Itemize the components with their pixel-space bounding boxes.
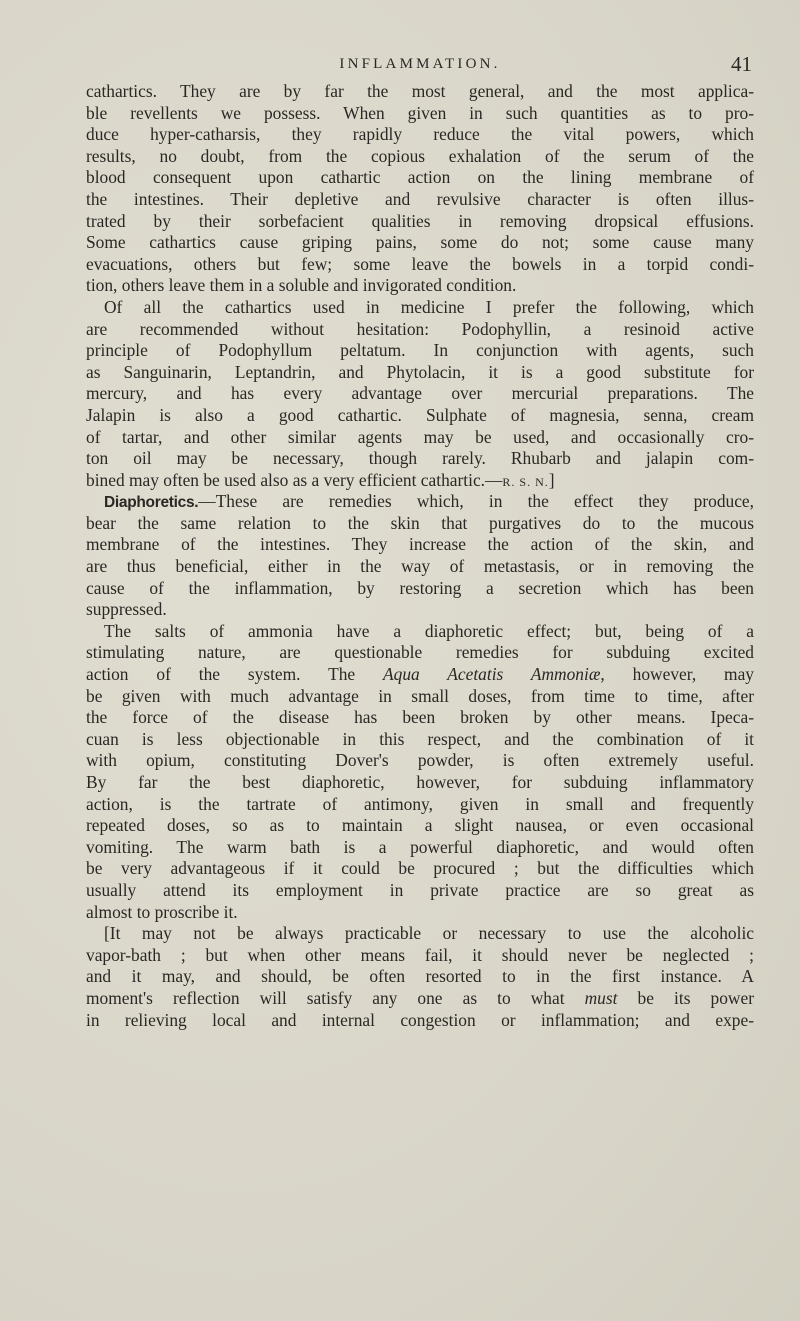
paragraph-alcoholic-vapor-bath xyxy=(86,923,754,1031)
text-line: of tartar, and other similar agents may be used, and occasionally cro- xyxy=(86,426,754,447)
text-line: as Sanguinarin, Leptandrin, and Phytolacin, it is a good substitute for xyxy=(86,361,754,382)
text-line: principle of Podophyllum peltatum. In conjunction with agents, such xyxy=(86,340,754,361)
text-line: results, no doubt, from the copious exhalation of the serum of the xyxy=(86,145,754,166)
text-line: vomiting. The warm bath is a powerful diaphoretic, and would often xyxy=(86,836,754,857)
closing-bracket: ] xyxy=(548,469,555,490)
text-line: the intestines. Their depletive and revulsive character is often illus- xyxy=(86,188,754,209)
paragraph-cathartics-continued xyxy=(86,81,754,297)
text-line: almost to proscribe it. xyxy=(86,901,238,922)
text-line: duce hyper-catharsis, they rapidly reduce the vital powers, which xyxy=(86,124,754,145)
text-line: cause of the inflammation, by restoring a secretion which has been xyxy=(86,577,754,598)
text-fragment: moment's reflection will satisfy any one as to what xyxy=(86,987,585,1008)
text-line: with opium, constituting Dover's powder, is often extremely useful. xyxy=(86,750,754,771)
page-number: 41 xyxy=(731,52,752,76)
text-line: repeated doses, so as to maintain a slight nausea, or even occasional xyxy=(86,815,754,836)
text-line: trated by their sorbefacient qualities in removing dropsical effusions. xyxy=(86,210,754,231)
text-line xyxy=(86,491,754,513)
body-text xyxy=(86,81,754,1031)
text-line: Some cathartics cause griping pains, some do not; some cause many xyxy=(86,232,754,253)
text-line: are recommended without hesitation: Podophyllin, a resinoid active xyxy=(86,318,754,339)
text-line: be given with much advantage in small doses, from time to time, after xyxy=(86,685,754,706)
running-header xyxy=(86,52,754,76)
text-line: evacuations, others but few; some leave the bowels in a torpid condi- xyxy=(86,253,754,274)
paragraph-diaphoretics xyxy=(86,491,754,621)
text-line: membrane of the intestines. They increase the action of the skin, and xyxy=(86,534,754,555)
text-line: blood consequent upon cathartic action on the lining membrane of xyxy=(86,167,754,188)
text-line: cuan is less objectionable in this respect, and the combination of it xyxy=(86,728,754,749)
text-line: the force of the disease has been broken by other means. Ipeca- xyxy=(86,707,754,728)
text-line xyxy=(86,470,754,492)
text-fragment: action of the system. The xyxy=(86,664,383,685)
author-signature: R. S. N. xyxy=(502,474,549,489)
paragraph-salts-of-ammonia xyxy=(86,621,754,923)
text-fragment: , however, may xyxy=(600,664,754,685)
text-line: cathartics. They are by far the most general, and the most applica- xyxy=(86,81,754,101)
text-line: suppressed. xyxy=(86,599,167,620)
section-heading-diaphoretics: Diaphoretics. xyxy=(104,494,199,512)
text-line: Jalapin is also a good cathartic. Sulphate of magnesia, senna, cream xyxy=(86,404,754,425)
text-line: By far the best diaphoretic, however, for subduing inflammatory xyxy=(86,772,754,792)
text-line: stimulating nature, are questionable remedies for subduing excited xyxy=(86,642,754,663)
text-line xyxy=(86,988,754,1010)
text-line: and it may, and should, be often resorted to in the first instance. A xyxy=(86,966,754,987)
text-line xyxy=(86,664,754,686)
running-title: INFLAMMATION. xyxy=(339,56,501,72)
paragraph-preferred-cathartics xyxy=(86,297,754,491)
italic-emphasis: must xyxy=(584,987,618,1008)
text-line: [It may not be always practicable or necessary to use the alcoholic xyxy=(104,923,754,944)
text-line: Of all the cathartics used in medicine I prefer the following, which xyxy=(104,296,754,317)
text-line: The salts of ammonia have a diaphoretic effect; but, being of a xyxy=(104,620,754,641)
text-line: ton oil may be necessary, though rarely. Rhubarb and jalapin com- xyxy=(86,448,754,469)
italic-term: Aqua Acetatis Ammoniæ xyxy=(383,664,601,685)
text-line: bear the same relation to the skin that purgatives do to the mucous xyxy=(86,512,754,533)
text-line: be very advantageous if it could be procured ; but the difficulties which xyxy=(86,858,754,879)
text-line: action, is the tartrate of antimony, given in small and frequently xyxy=(86,793,754,814)
text-line: usually attend its employment in private practice are so great as xyxy=(86,879,754,900)
text-line: are thus beneficial, either in the way of metastasis, or in removing the xyxy=(86,556,754,577)
text-line: ble revellents we possess. When given in such quantities as to pro- xyxy=(86,102,754,123)
text-fragment: be its power xyxy=(617,987,754,1008)
text-line: vapor-bath ; but when other means fail, it should never be neglected ; xyxy=(86,944,754,965)
text-line: tion, others leave them in a soluble and invigorated condition. xyxy=(86,275,517,296)
text-fragment: bined may often be used also as a very efficient cathartic.— xyxy=(86,469,503,490)
text-line: in relieving local and internal congestion or inflammation; and expe- xyxy=(86,1009,754,1030)
text-fragment: —These are remedies which, in the effect they produce, xyxy=(198,491,754,512)
text-line: mercury, and has every advantage over mercurial preparations. The xyxy=(86,383,754,404)
